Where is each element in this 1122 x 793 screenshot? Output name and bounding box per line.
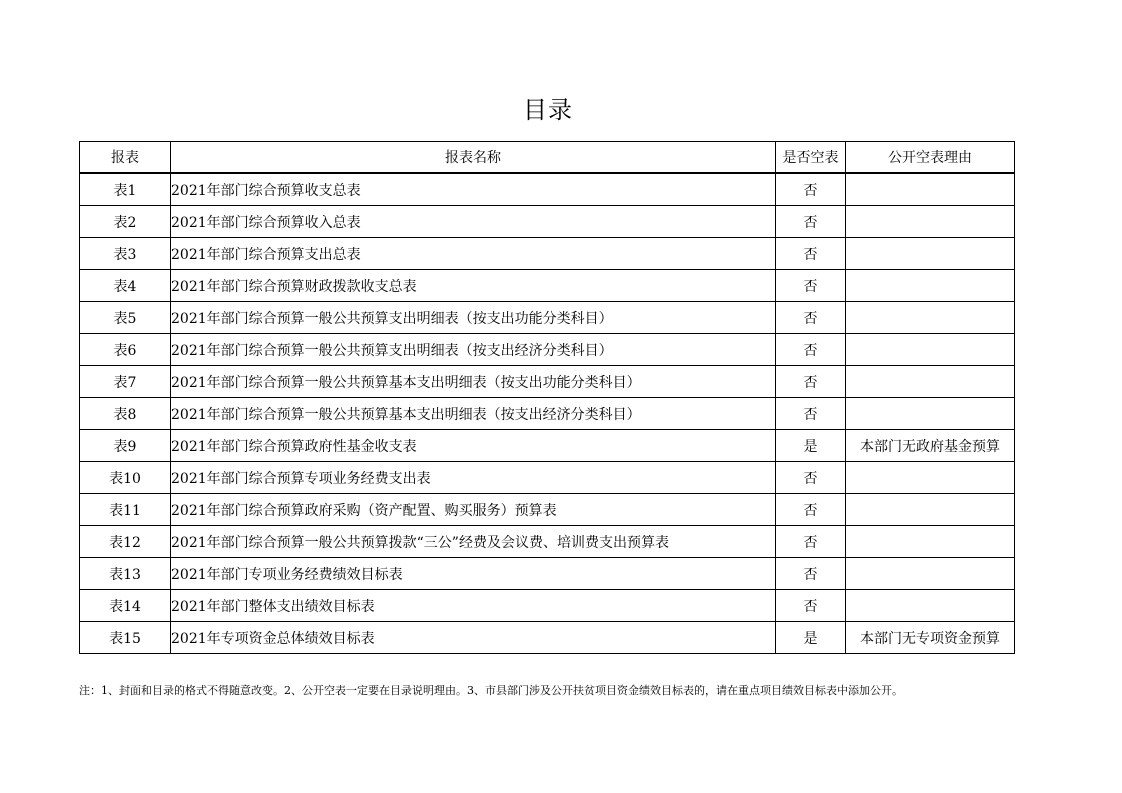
header-is-empty: 是否空表 xyxy=(776,142,846,174)
is-empty-cell: 否 xyxy=(776,462,846,494)
is-empty-cell: 否 xyxy=(776,302,846,334)
report-name-cell: 2021年部门综合预算支出总表 xyxy=(171,238,776,270)
report-name-cell: 2021年专项资金总体绩效目标表 xyxy=(171,622,776,654)
report-name-cell: 2021年部门综合预算政府性基金收支表 xyxy=(171,430,776,462)
report-no-cell: 表10 xyxy=(80,462,171,494)
header-report-no: 报表 xyxy=(80,142,171,174)
table-row xyxy=(80,366,1015,398)
report-name-cell: 2021年部门综合预算一般公共预算支出明细表（按支出功能分类科目） xyxy=(171,302,776,334)
is-empty-cell: 否 xyxy=(776,494,846,526)
is-empty-cell: 否 xyxy=(776,526,846,558)
empty-reason-cell xyxy=(846,494,1015,526)
table-row xyxy=(80,398,1015,430)
report-name-cell: 2021年部门综合预算一般公共预算拨款“三公”经费及会议费、培训费支出预算表 xyxy=(171,526,776,558)
report-no-cell: 表13 xyxy=(80,558,171,590)
table-row xyxy=(80,462,1015,494)
report-no-cell: 表12 xyxy=(80,526,171,558)
table-row xyxy=(80,173,1015,206)
table-row xyxy=(80,302,1015,334)
empty-reason-cell xyxy=(846,526,1015,558)
is-empty-cell: 否 xyxy=(776,398,846,430)
report-no-cell: 表4 xyxy=(80,270,171,302)
empty-reason-cell xyxy=(846,366,1015,398)
empty-reason-cell xyxy=(846,238,1015,270)
empty-reason-cell xyxy=(846,173,1015,206)
empty-reason-cell: 本部门无政府基金预算 xyxy=(846,430,1015,462)
report-no-cell: 表7 xyxy=(80,366,171,398)
report-no-cell: 表9 xyxy=(80,430,171,462)
empty-reason-cell xyxy=(846,462,1015,494)
empty-reason-cell xyxy=(846,334,1015,366)
report-no-cell: 表3 xyxy=(80,238,171,270)
table-row xyxy=(80,526,1015,558)
is-empty-cell: 否 xyxy=(776,173,846,206)
is-empty-cell: 是 xyxy=(776,430,846,462)
report-no-cell: 表6 xyxy=(80,334,171,366)
header-empty-reason: 公开空表理由 xyxy=(846,142,1015,174)
report-directory-table xyxy=(79,141,1015,654)
report-no-cell: 表8 xyxy=(80,398,171,430)
is-empty-cell: 否 xyxy=(776,558,846,590)
report-name-cell: 2021年部门综合预算一般公共预算基本支出明细表（按支出经济分类科目） xyxy=(171,398,776,430)
table-row xyxy=(80,270,1015,302)
table-row xyxy=(80,590,1015,622)
report-name-cell: 2021年部门综合预算一般公共预算支出明细表（按支出经济分类科目） xyxy=(171,334,776,366)
is-empty-cell: 否 xyxy=(776,206,846,238)
empty-reason-cell xyxy=(846,302,1015,334)
table-row xyxy=(80,494,1015,526)
report-no-cell: 表1 xyxy=(80,173,171,206)
table-header-row xyxy=(80,142,1015,174)
report-no-cell: 表2 xyxy=(80,206,171,238)
is-empty-cell: 否 xyxy=(776,334,846,366)
report-name-cell: 2021年部门专项业务经费绩效目标表 xyxy=(171,558,776,590)
report-name-cell: 2021年部门综合预算专项业务经费支出表 xyxy=(171,462,776,494)
table-row xyxy=(80,622,1015,654)
page-title: 目录 xyxy=(523,96,573,124)
empty-reason-cell xyxy=(846,558,1015,590)
report-name-cell: 2021年部门综合预算一般公共预算基本支出明细表（按支出功能分类科目） xyxy=(171,366,776,398)
is-empty-cell: 否 xyxy=(776,238,846,270)
is-empty-cell: 否 xyxy=(776,270,846,302)
report-no-cell: 表5 xyxy=(80,302,171,334)
report-no-cell: 表15 xyxy=(80,622,171,654)
table-row xyxy=(80,206,1015,238)
table-row xyxy=(80,558,1015,590)
table-row xyxy=(80,334,1015,366)
empty-reason-cell xyxy=(846,270,1015,302)
is-empty-cell: 是 xyxy=(776,622,846,654)
is-empty-cell: 否 xyxy=(776,590,846,622)
report-no-cell: 表14 xyxy=(80,590,171,622)
report-name-cell: 2021年部门综合预算收支总表 xyxy=(171,173,776,206)
empty-reason-cell xyxy=(846,590,1015,622)
header-report-name: 报表名称 xyxy=(171,142,776,174)
empty-reason-cell xyxy=(846,398,1015,430)
report-name-cell: 2021年部门综合预算收入总表 xyxy=(171,206,776,238)
table-row xyxy=(80,430,1015,462)
report-name-cell: 2021年部门综合预算政府采购（资产配置、购买服务）预算表 xyxy=(171,494,776,526)
empty-reason-cell: 本部门无专项资金预算 xyxy=(846,622,1015,654)
footnote: 注：1、封面和目录的格式不得随意改变。2、公开空表一定要在目录说明理由。3、市县部门涉及公开扶贫项目资金绩效目标表的，请在重点项目绩效目标表中添加公开。 xyxy=(79,684,903,697)
empty-reason-cell xyxy=(846,206,1015,238)
is-empty-cell: 否 xyxy=(776,366,846,398)
report-name-cell: 2021年部门整体支出绩效目标表 xyxy=(171,590,776,622)
table-row xyxy=(80,238,1015,270)
report-name-cell: 2021年部门综合预算财政拨款收支总表 xyxy=(171,270,776,302)
report-no-cell: 表11 xyxy=(80,494,171,526)
